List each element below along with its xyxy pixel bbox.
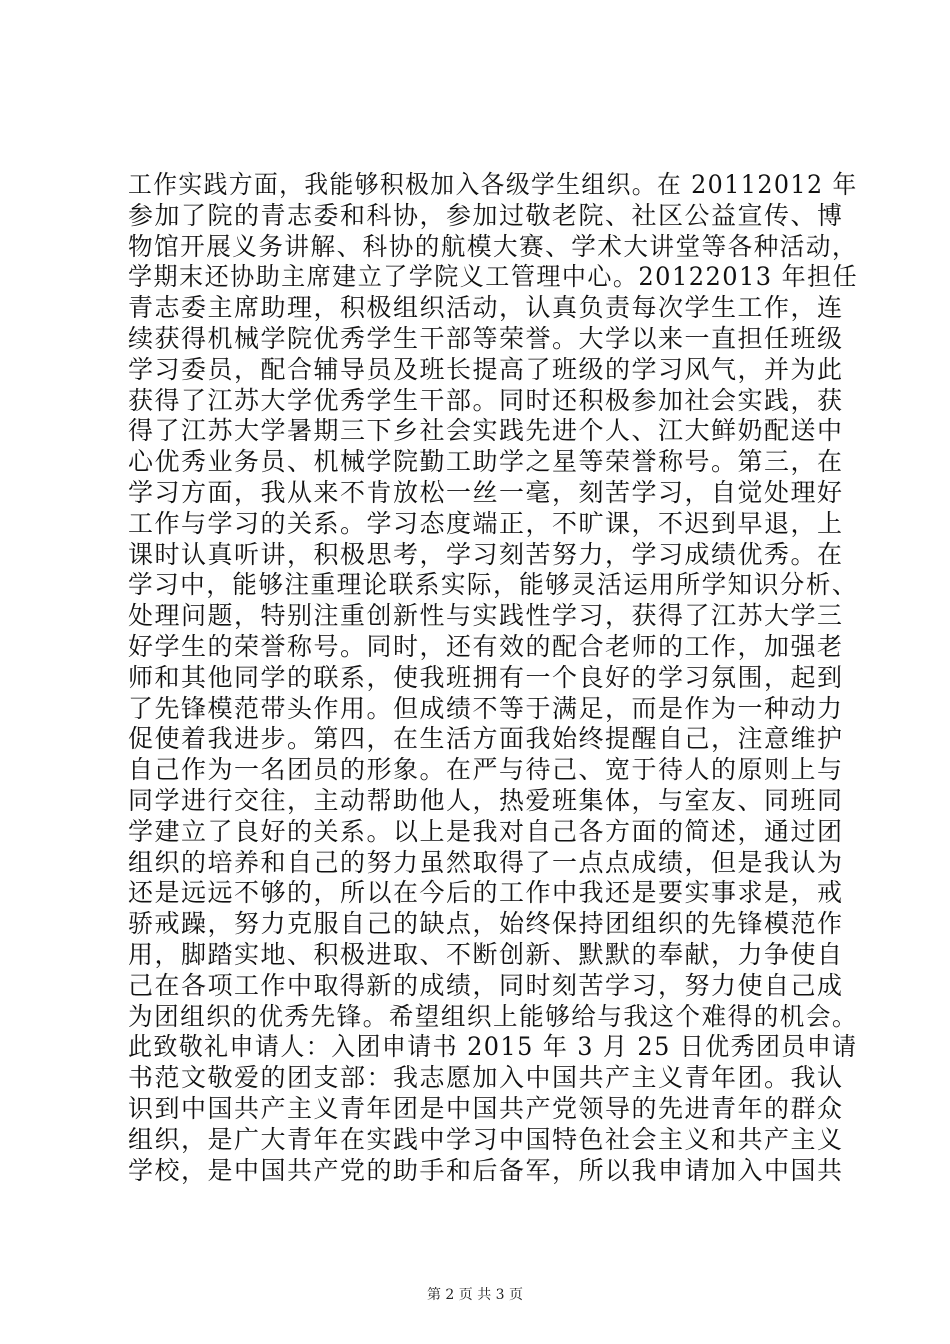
- text-line: 还是远远不够的，所以在今后的工作中我还是要实事求是，戒: [128, 878, 844, 908]
- text-line: 得了江苏大学暑期三下乡社会实践先进个人、江大鲜奶配送中: [128, 416, 844, 446]
- page-footer: 第 2 页 共 3 页: [426, 1287, 524, 1303]
- text-line: 参加了院的青志委和科协，参加过敬老院、社区公益宣传、博: [128, 200, 844, 230]
- text-line: 处理问题，特别注重创新性与实践性学习，获得了江苏大学三: [128, 601, 844, 631]
- text-line: 促使着我进步。第四，在生活方面我始终提醒自己，注意维护: [128, 724, 844, 754]
- text-line: 学习方面，我从来不肯放松一丝一毫，刻苦学习，自觉处理好: [128, 477, 844, 507]
- text-line: 青志委主席助理，积极组织活动，认真负责每次学生工作，连: [128, 293, 844, 323]
- text-line: 学校，是中国共产党的助手和后备军，所以我申请加入中国共: [128, 1155, 844, 1185]
- text-line: 学习中，能够注重理论联系实际，能够灵活运用所学知识分析、: [128, 570, 859, 600]
- text-line: 为团组织的优秀先锋。希望组织上能够给与我这个难得的机会。: [128, 1001, 859, 1031]
- text-line: 己在各项工作中取得新的成绩，同时刻苦学习，努力使自己成: [128, 970, 844, 1000]
- text-line: 好学生的荣誉称号。同时，还有效的配合老师的工作，加强老: [128, 631, 844, 661]
- text-line: 识到中国共产主义青年团是中国共产党领导的先进青年的群众: [128, 1093, 844, 1123]
- text-line: 心优秀业务员、机械学院勤工助学之星等荣誉称号。第三，在: [128, 447, 844, 477]
- text-line: 师和其他同学的联系，使我班拥有一个良好的学习氛围，起到: [128, 662, 844, 692]
- text-line: 用，脚踏实地、积极进取、不断创新、默默的奉献，力争使自: [128, 939, 844, 969]
- text-line: 工作与学习的关系。学习态度端正，不旷课，不迟到早退，上: [128, 508, 844, 538]
- text-line: 了先锋模范带头作用。但成绩不等于满足，而是作为一种动力: [128, 693, 844, 723]
- text-line: 续获得机械学院优秀学生干部等荣誉。大学以来一直担任班级: [128, 323, 844, 353]
- text-line: 书范文敬爱的团支部：我志愿加入中国共产主义青年团。我认: [128, 1063, 844, 1093]
- text-line: 自己作为一名团员的形象。在严与待己、宽于待人的原则上与: [128, 755, 844, 785]
- text-line: 此致敬礼申请人：入团申请书 2015 年 3 月 25 日优秀团员申请: [128, 1032, 858, 1062]
- text-line: 工作实践方面，我能够积极加入各级学生组织。在 20112012 年: [128, 170, 858, 199]
- text-line: 物馆开展义务讲解、科协的航模大赛、学术大讲堂等各种活动，: [128, 231, 859, 261]
- document-body: [128, 170, 858, 1186]
- text-line: 骄戒躁，努力克服自己的缺点，始终保持团组织的先锋模范作: [128, 909, 844, 939]
- text-line: 学建立了良好的关系。以上是我对自己各方面的简述，通过团: [128, 816, 844, 846]
- text-line: 组织，是广大青年在实践中学习中国特色社会主义和共产主义: [128, 1124, 844, 1154]
- text-line: 组织的培养和自己的努力虽然取得了一点点成绩，但是我认为: [128, 847, 844, 877]
- text-line: 获得了江苏大学优秀学生干部。同时还积极参加社会实践，获: [128, 385, 844, 415]
- text-line: 课时认真听讲，积极思考，学习刻苦努力，学习成绩优秀。在: [128, 539, 844, 569]
- text-line: 学习委员，配合辅导员及班长提高了班级的学习风气，并为此: [128, 354, 844, 384]
- text-line: 同学进行交往，主动帮助他人，热爱班集体，与室友、同班同: [128, 785, 844, 815]
- text-line: 学期末还协助主席建立了学院义工管理中心。20122013 年担任: [128, 262, 859, 292]
